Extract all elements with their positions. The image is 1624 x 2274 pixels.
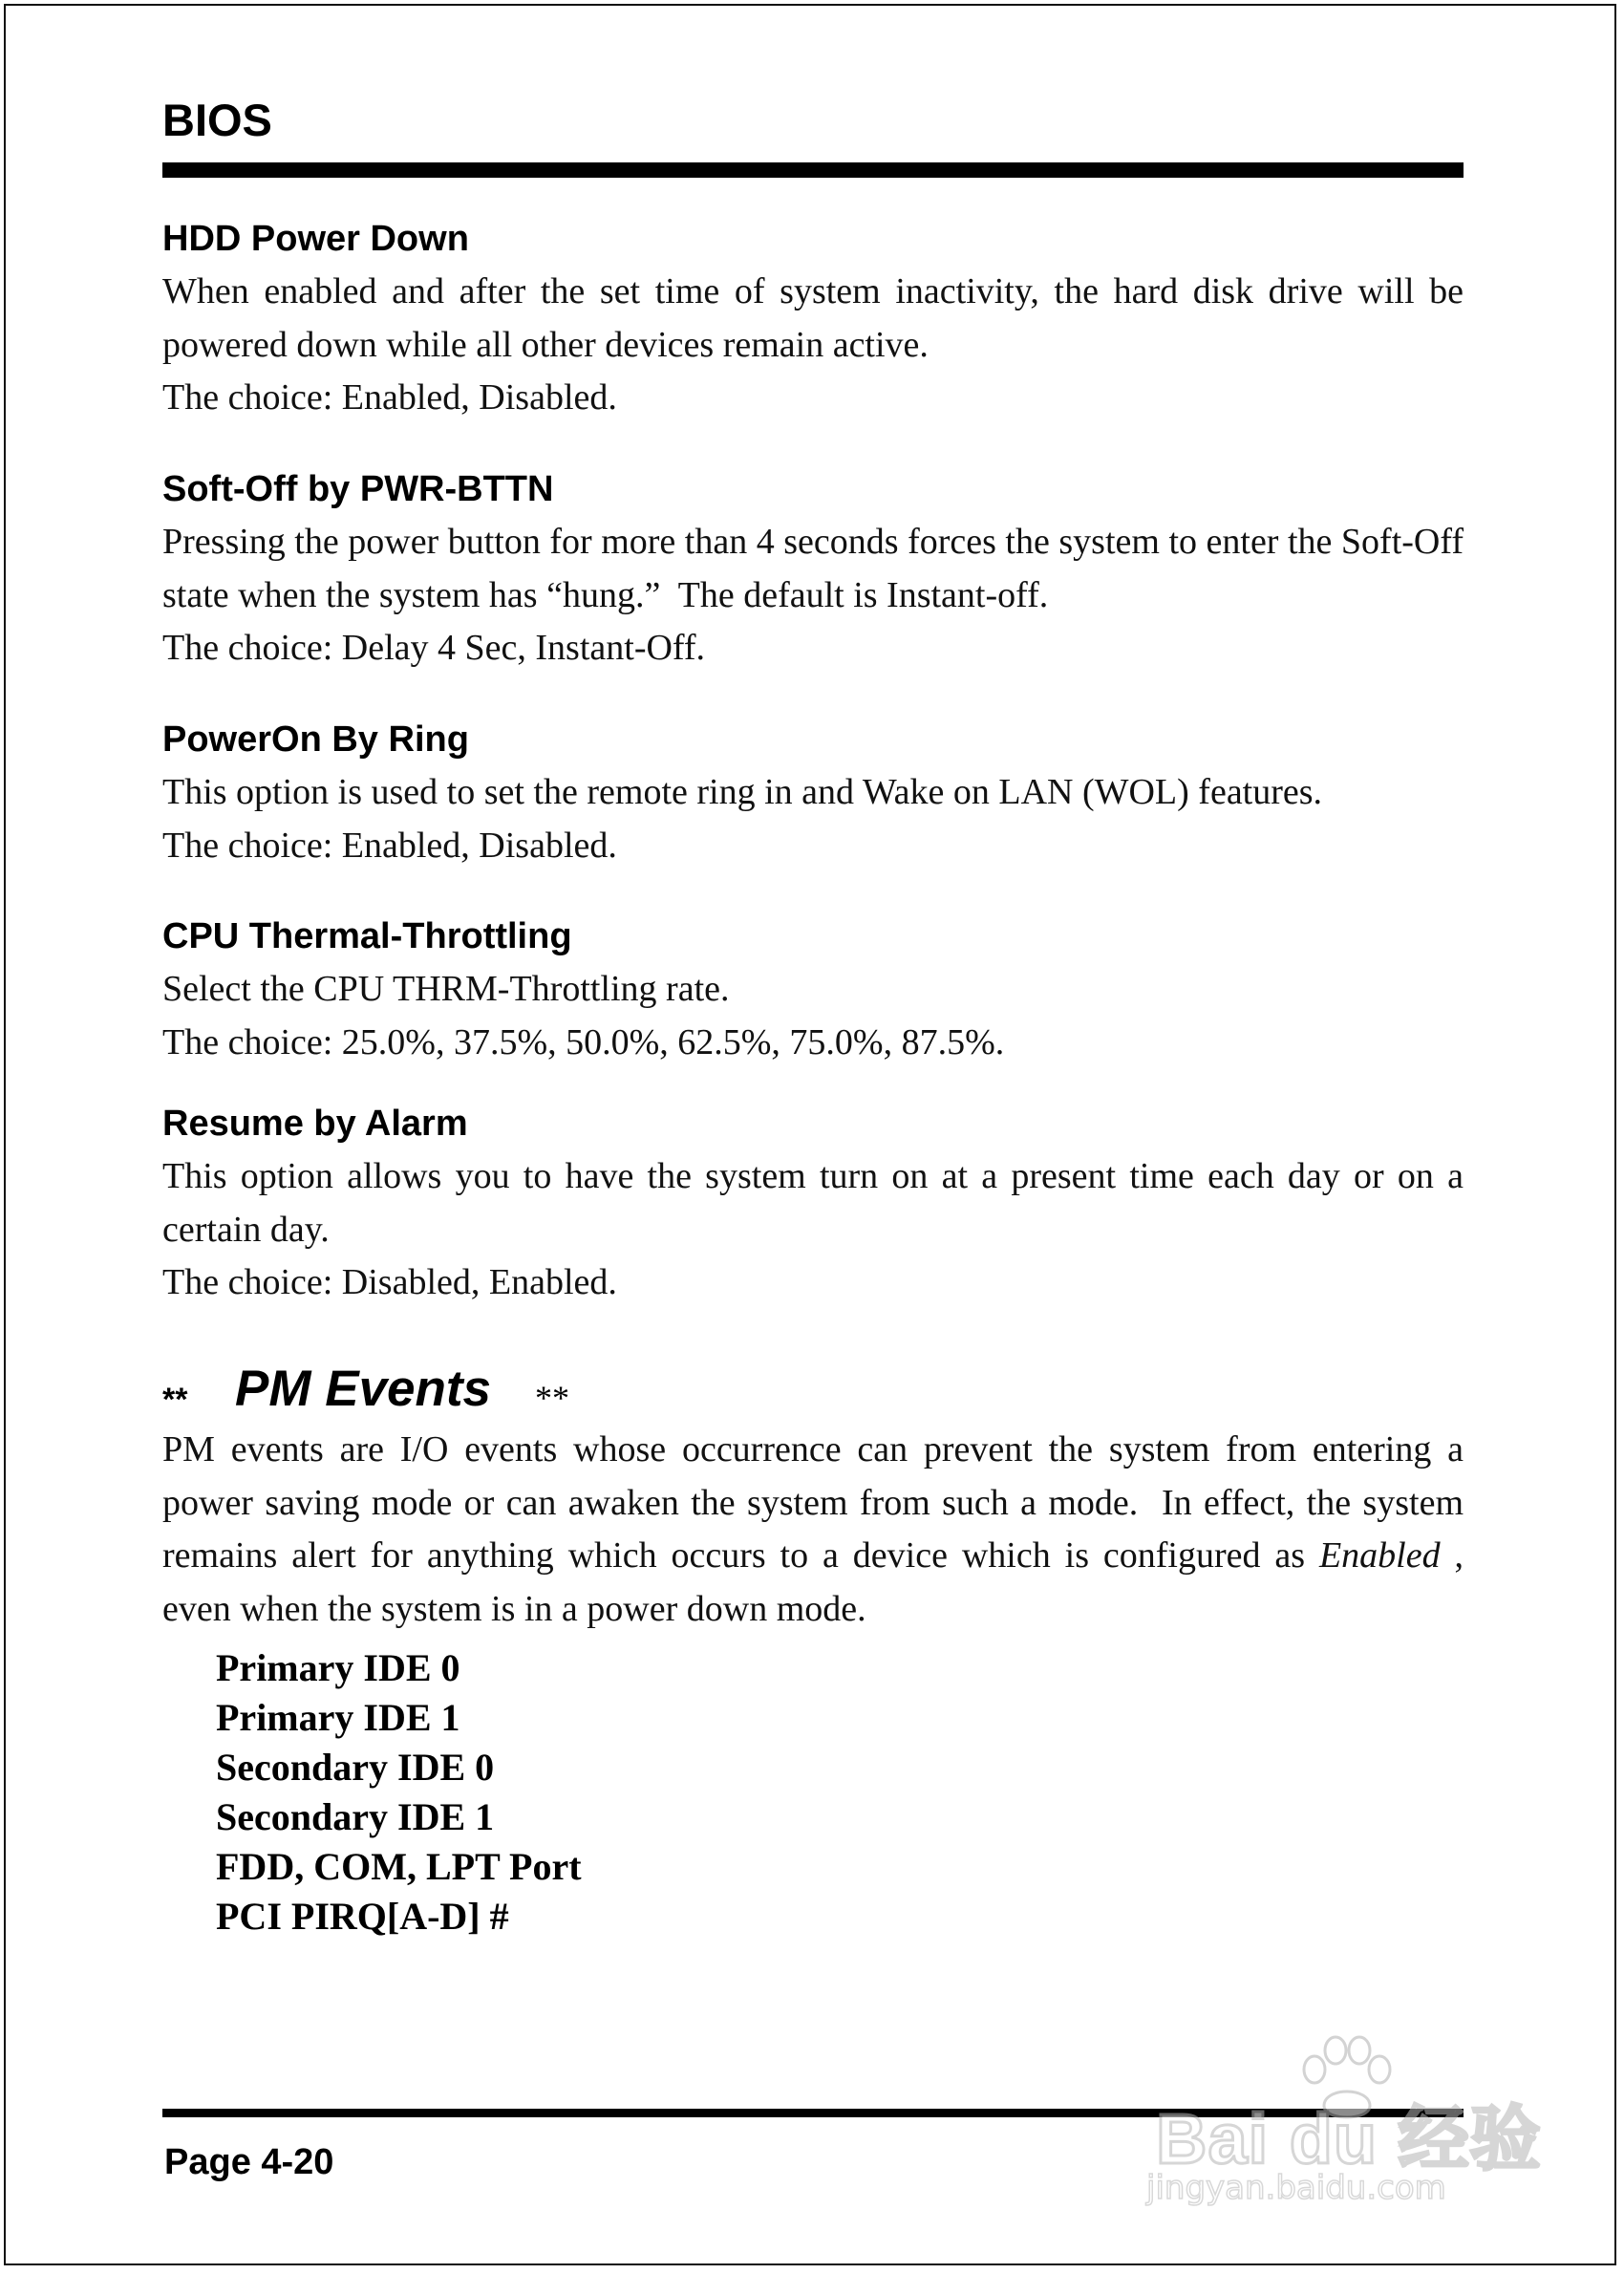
pm-events-heading [162,1355,927,1422]
section-title: Resume by Alarm [162,1104,468,1144]
section-title: PowerOn By Ring [162,719,469,760]
list-item: Secondary IDE 0 [216,1746,495,1789]
section-choice: The choice: Disabled, Enabled. [162,1262,617,1302]
header-rule [162,162,1464,178]
section-title: HDD Power Down [162,219,469,259]
section-choice: The choice: Enabled, Disabled. [162,377,617,418]
pm-body-enabled: Enabled [1318,1535,1441,1576]
pm-events-list [216,1643,582,1941]
section-title: CPU Thermal-Throttling [162,916,572,956]
list-item: Primary IDE 1 [216,1696,460,1739]
section-cpu-thermal-throttling [162,915,1464,1069]
section-choice: The choice: Enabled, Disabled. [162,825,617,866]
section-body: This option allows you to have the system turn on at a present time each day or on a certain day. [162,1156,1464,1250]
pm-events-description [162,1424,1464,1636]
list-item: PCI PIRQ[A-D] # [216,1895,509,1938]
list-item: Secondary IDE 1 [216,1795,495,1838]
section-hdd-power-down [162,218,1464,425]
list-item: FDD, COM, LPT Port [216,1845,582,1888]
page-header-title: BIOS [162,95,272,145]
section-choice: The choice: 25.0%, 37.5%, 50.0%, 62.5%, 75.0%, 87.5%. [162,1021,1005,1062]
section-body: This option is used to set the remote ring in and Wake on LAN (WOL) features. [162,772,1323,812]
section-body: Select the CPU THRM-Throttling rate. [162,969,730,1009]
section-body: When enabled and after the set time of system inactivity, the hard disk drive will be powered down while all other devices remain active. [162,271,1464,365]
section-choice: The choice: Delay 4 Sec, Instant-Off. [162,628,706,668]
section-poweron-by-ring [162,719,1464,872]
list-item: Primary IDE 0 [216,1646,460,1689]
heading-stars-right: ** [535,1379,569,1417]
section-title: Soft-Off by PWR-BTTN [162,469,554,509]
baidu-logo-text: Bai du 经验 [1156,2099,1542,2178]
pm-events-title: PM Events [235,1361,492,1417]
watermark-url: jingyan.baidu.com [1146,2169,1446,2207]
section-body: Pressing the power button for more than 4 seconds forces the system to enter the Soft-Off state when the system has “hung.” The default is Instant-off. [162,522,1464,615]
page-number: Page 4-20 [164,2142,334,2182]
baidu-watermark [1146,2026,1548,2217]
pm-body-main: PM events are I/O events whose occurrence can prevent the system from entering a power saving mode or can awaken the system from such a mode. In effect, the system remains alert for anything which occurs to a device which is configured as [162,1429,1464,1576]
pm-body-tail: , even when the system is in a power down mode. [162,1535,1464,1629]
section-soft-off [162,468,1464,676]
heading-stars-left: ** [162,1382,188,1418]
section-resume-by-alarm [162,1103,1464,1310]
